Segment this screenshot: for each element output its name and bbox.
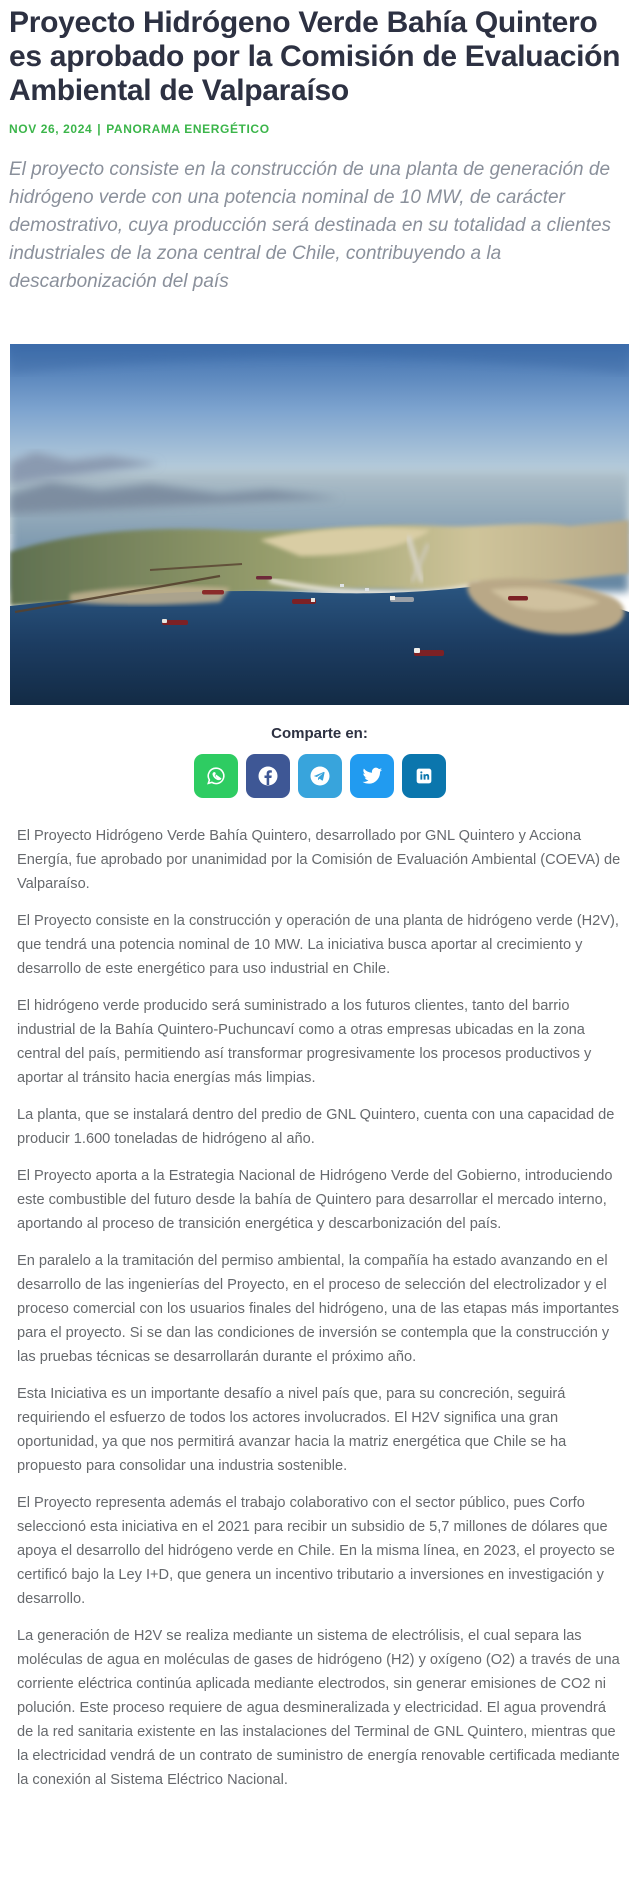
twitter-icon bbox=[361, 765, 383, 787]
article-paragraph-4: La planta, que se instalará dentro del predio de GNL Quintero, cuenta con una capacidad de producir 1.600 toneladas de hidrógeno al año. bbox=[17, 1107, 615, 1147]
linkedin-icon bbox=[413, 765, 435, 787]
article-paragraph-2: El Proyecto consiste en la construcción y operación de una planta de hidrógeno verde (H2V), que tendrá una potencia nominal de 10 MW. La iniciativa busca aportar al crecimiento y desarrollo de este energético para uso industrial en Chile. bbox=[17, 913, 619, 977]
article-paragraph-3: El hidrógeno verde producido será suministrado a los futuros clientes, tanto del barrio industrial de la Bahía Quintero-Puchuncaví como a otras empresas ubicadas en la zona central del país, permitiendo así transformar progresivamente los procesos productivos y aportar al tránsito hacia energías más limpias. bbox=[17, 998, 592, 1086]
article-paragraph-7: Esta Iniciativa es un importante desafío a nivel país que, para su concreción, seguirá requiriendo el esfuerzo de todos los actores involucrados. El H2V significa una gran oportunidad, ya que nos permitirá avanzar hacia la matriz energética que Chile se ha propuesto para consolidar una industria sostenible. bbox=[17, 1386, 567, 1474]
article-lead: El proyecto consiste en la construcción de una planta de generación de hidrógeno verde con una potencia nominal de 10 MW, de carácter demostrativo, cuya producción será destinada en su totalidad a clientes industriales de la zona central de Chile, contribuyendo a la descarbonización del país bbox=[9, 159, 612, 292]
article-title: Proyecto Hidrógeno Verde Bahía Quintero es aprobado por la Comisión de Evaluación Ambiental de Valparaíso bbox=[9, 6, 621, 107]
hero-aerial-bay-illustration bbox=[10, 344, 629, 705]
article-paragraph-6: En paralelo a la tramitación del permiso ambiental, la compañía ha estado avanzando en el desarrollo de las ingenierías del Proyecto, en el proceso de selección del electrolizador y el proceso comercial con los usuarios finales del hidrógeno, una de las etapas más importantes para el proyecto. Si se dan las condiciones de inversión se contempla que la construcción y las pruebas técnicas se desarrollarán durante el próximo año. bbox=[17, 1253, 619, 1365]
article-date: NOV 26, 2024 bbox=[9, 122, 93, 136]
share-whatsapp-button[interactable] bbox=[194, 754, 238, 798]
article-paragraph-1: El Proyecto Hidrógeno Verde Bahía Quintero, desarrollado por GNL Quintero y Acciona Energía, fue aprobado por unanimidad por la Comisión de Evaluación Ambiental (COEVA) de Valparaíso. bbox=[17, 828, 621, 892]
share-facebook-button[interactable] bbox=[246, 754, 290, 798]
share-linkedin-button[interactable] bbox=[402, 754, 446, 798]
article-paragraph-9: La generación de H2V se realiza mediante un sistema de electrólisis, el cual separa las moléculas de agua en moléculas de gases de hidrógeno (H2) y oxígeno (O2) a través de una corriente eléctrica continúa aplicada mediante electrodos, sin generar emisiones de CO2 ni polución. Este proceso requiere de agua desmineralizada y electricidad. El agua provendrá de la red sanitaria existente en las instalaciones del Terminal de GNL Quintero, mientras que la electricidad vendrá de un contrato de suministro de energía renovable certificada mediante la conexión al Sistema Eléctrico Nacional. bbox=[17, 1628, 620, 1788]
article-paragraph-5: El Proyecto aporta a la Estrategia Nacional de Hidrógeno Verde del Gobierno, introduciendo este combustible del futuro desde la bahía de Quintero para desarrollar el mercado interno, aportando al proceso de transición energética y descarbonización del país. bbox=[17, 1168, 613, 1232]
article-header bbox=[0, 0, 639, 296]
share-telegram-button[interactable] bbox=[298, 754, 342, 798]
share-label: Comparte en: bbox=[271, 725, 368, 742]
article-body bbox=[0, 798, 639, 1792]
whatsapp-icon bbox=[205, 765, 227, 787]
article-paragraph-8: El Proyecto representa además el trabajo colaborativo con el sector público, pues Corfo seleccionó esta iniciativa en el 2021 para recibir un subsidio de 5,7 millones de dólares que apoya el desarrollo del hidrógeno verde en Chile. En la misma línea, en 2023, el proyecto se certificó bajo la Ley I+D, que genera un incentivo tributario a inversiones en investigación y desarrollo. bbox=[17, 1495, 615, 1607]
article-category-link[interactable]: PANORAMA ENERGÉTICO bbox=[106, 122, 270, 136]
share-section bbox=[0, 725, 639, 798]
hero-image bbox=[10, 344, 629, 705]
share-twitter-button[interactable] bbox=[350, 754, 394, 798]
facebook-icon bbox=[256, 764, 280, 788]
share-buttons bbox=[0, 754, 639, 798]
article-meta bbox=[9, 122, 629, 136]
meta-separator: | bbox=[97, 122, 102, 136]
telegram-icon bbox=[308, 764, 332, 788]
